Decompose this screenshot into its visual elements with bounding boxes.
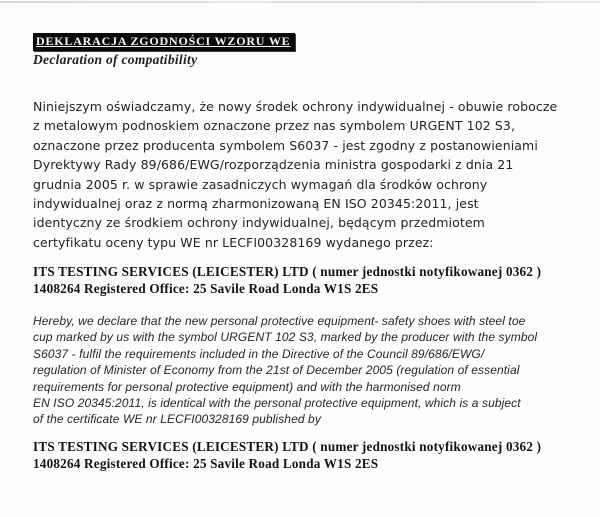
english-line: requirements for personal protective equipment) and with the harmonised norm [33,379,461,394]
english-line: S6037 - fulfil the requirements included in the Directive of the Council 89/686/EWG/ [33,346,485,361]
document-subtitle: Declaration of compatibility [33,52,198,67]
english-line: EN ISO 20345:2011, is identical with the personal protective equipment, which is a subject [33,396,521,411]
english-line: of the certificate WE nr LECFI00328169 published by [33,412,321,427]
english-line: cup marked by us with the symbol URGENT 102 S3, marked by the producer with the symbol [33,330,538,345]
polish-declaration-paragraph [33,97,557,252]
notified-body-name: ITS TESTING SERVICES (LEICESTER) LTD ( numer jednostki notyfikowanej 0362 ) [33,264,542,279]
notified-body-address: 1408264 Registered Office: 25 Savile Road Londa W1S 2ES [33,455,379,471]
english-line: Hereby, we declare that the new personal protective equipment- safety shoes with steel toe [33,314,526,328]
notified-body-block [33,264,541,298]
document-title-bar [33,33,295,51]
polish-line: z metalowym podnoskiem oznaczone przez nas symbolem URGENT 102 S3, [33,118,516,134]
notified-body-block-repeat [33,439,541,473]
polish-line: oznaczone przez producenta symbolem S6037 - jest zgodny z postanowieniami [33,137,538,153]
polish-line: grudnia 2005 r. w sprawie zasadniczych wymagań dla środków ochrony [33,176,488,192]
notified-body-name: ITS TESTING SERVICES (LEICESTER) LTD ( numer jednostki notyfikowanej 0362 ) [33,439,542,454]
polish-line: identyczny ze środkiem ochrony indywidualnej, będącym przedmiotem [33,215,485,231]
document-title: DEKLARACJA ZGODNOŚCI WZORU WE [36,34,291,48]
english-declaration-paragraph [33,313,537,428]
polish-line: Dyrektywy Rady 89/686/EWG/rozporządzenia ministra gospodarki z dnia 21 [33,157,514,173]
polish-line: indywidualnej oraz z normą zharmonizowaną EN ISO 20345:2011, jest [33,196,479,212]
polish-line: Niniejszym oświadczamy, że nowy środek ochrony indywidualnej - obuwie robocze [33,99,558,114]
polish-line: certyfikatu oceny typu WE nr LECFI00328169 wydanego przez: [33,234,434,250]
notified-body-address: 1408264 Registered Office: 25 Savile Road Londa W1S 2ES [33,280,379,296]
scan-artifact-line [0,1,600,3]
english-line: regulation of Minister of Economy from the 21st of December 2005 (regulation of essential [33,363,520,378]
